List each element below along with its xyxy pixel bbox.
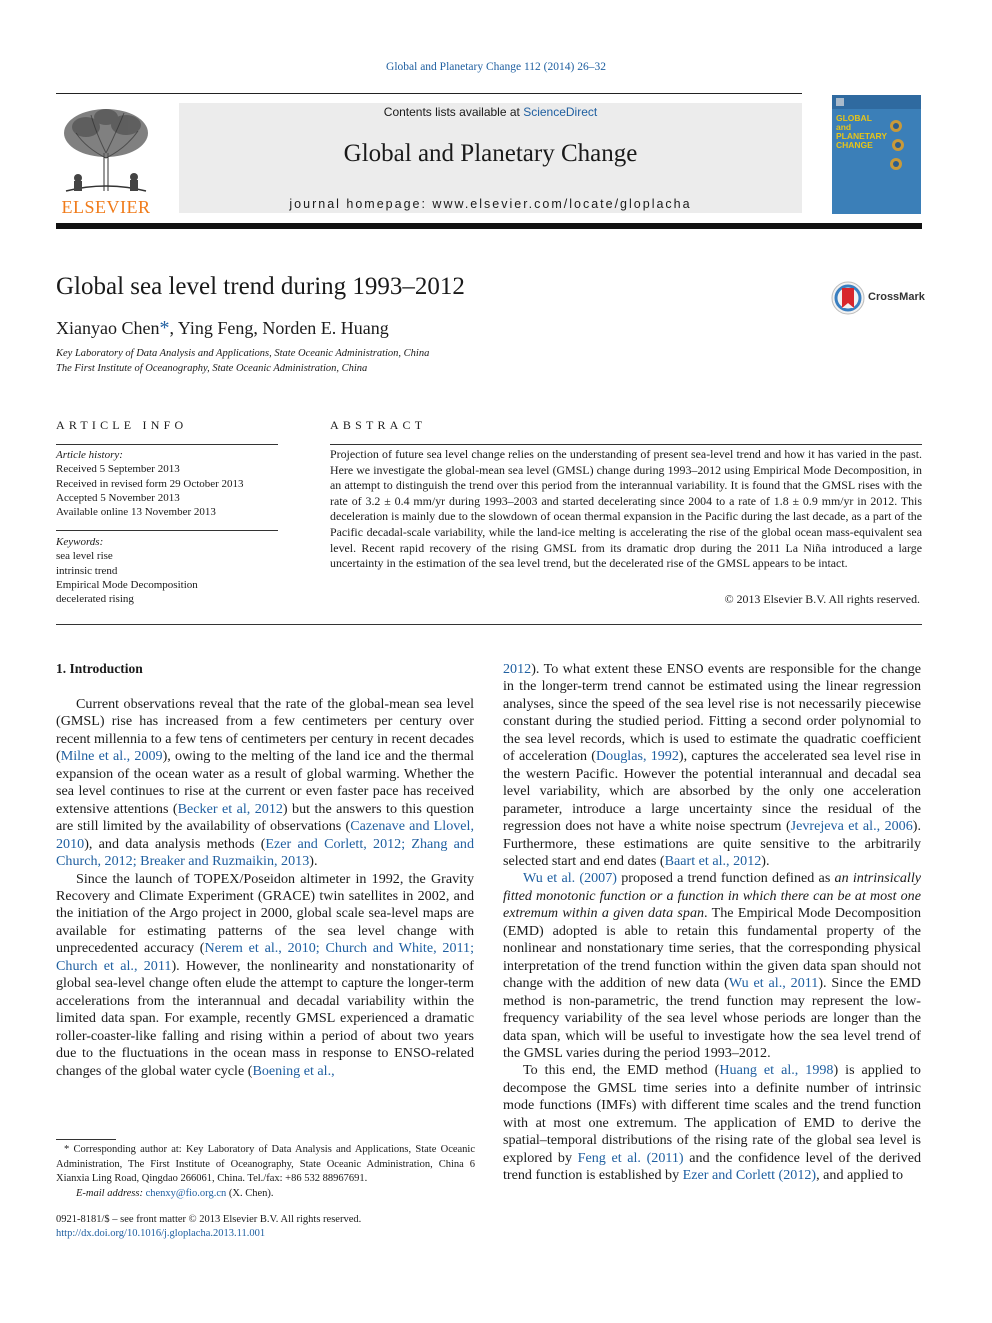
corresponding-author-footnote [56, 1143, 475, 1201]
body-column-right [503, 661, 921, 1185]
abstract-rule [330, 444, 922, 445]
citation-link[interactable]: Douglas, 1992 [595, 748, 679, 765]
text-run: , and applied to [816, 1167, 904, 1184]
history-label: Article history: [56, 449, 123, 461]
body-paragraph [503, 870, 921, 1062]
sciencedirect-link[interactable]: ScienceDirect [523, 105, 598, 119]
abstract-copyright: © 2013 Elsevier B.V. All rights reserved. [724, 592, 920, 606]
text-run: Since the launch of TOPEX/Poseidon altimeter in 1992, the Gravity Recovery and Climate Experiment (GRACE) twin satellites in 2002, and the initiation of the Argo project in 2000, global scale sea-level maps are available for estimating patterns of the sea level change with unprecedented accuracy ( [56, 870, 474, 957]
citation-link[interactable]: Becker et al, 2012 [177, 800, 283, 817]
citation-link[interactable]: Wu et al., 2011 [728, 975, 819, 992]
crossmark-icon[interactable] [831, 281, 865, 315]
text-run: ), and data analysis methods ( [84, 835, 266, 852]
text-run: To this end, the EMD method ( [523, 1062, 720, 1079]
issn-line: 0921-8181/$ – see front matter © 2013 Elsevier B.V. All rights reserved. [56, 1214, 362, 1225]
front-matter-rule [56, 624, 922, 625]
keyword-item: sea level rise [56, 550, 113, 563]
article-title: Global sea level trend during 1993–2012 [56, 273, 465, 300]
email-link[interactable]: chenxy@fio.org.cn [145, 1187, 227, 1199]
journal-citation[interactable]: Global and Planetary Change 112 (2014) 26–32 [386, 61, 606, 73]
history-online: Available online 13 November 2013 [56, 506, 216, 519]
cover-journal-title: GLOBAL and PLANETARY CHANGE [836, 113, 887, 150]
email-label: E-mail address: [76, 1187, 146, 1199]
header-thick-rule [56, 223, 922, 229]
body-paragraph [503, 1062, 921, 1184]
author-name[interactable]: Xianyao Chen [56, 318, 160, 338]
keywords-rule [56, 530, 278, 531]
body-paragraph [503, 661, 921, 870]
text-run: ). [309, 853, 318, 870]
history-accepted: Accepted 5 November 2013 [56, 491, 180, 504]
affiliation-1: Key Laboratory of Data Analysis and Applications, State Oceanic Administration, China [56, 348, 430, 359]
keywords [56, 535, 278, 606]
text-run: and the confidence level of the derived trend function is established by [503, 1149, 921, 1184]
citation-link[interactable]: Ezer and Corlett, 2012; Zhang and Church, 2012; Breaker and Ruzmaikin, 2013 [56, 835, 475, 870]
history-revised: Received in revised form 29 October 2013 [56, 477, 244, 490]
author-list [56, 317, 389, 340]
keywords-label: Keywords: [56, 536, 104, 548]
article-history [56, 448, 278, 519]
citation-link[interactable]: Baart et al., 2012 [664, 852, 762, 869]
section-heading-introduction: 1. Introduction [56, 661, 143, 676]
footnote-rule [56, 1139, 116, 1140]
footnote-text [56, 1143, 475, 1187]
body-column-left [56, 696, 474, 1080]
doi-link[interactable]: http://dx.doi.org/10.1016/j.gloplacha.2013.11.001 [56, 1228, 266, 1239]
header-top-rule [56, 93, 802, 94]
crossmark-label[interactable]: CrossMark [868, 291, 925, 303]
citation-link[interactable]: Jevrejeva et al., 2006 [790, 818, 913, 835]
keyword-item: intrinsic trend [56, 564, 118, 577]
text-run: ) but the answers to this question are still limited by the availability of observations ( [56, 800, 475, 835]
body-paragraph [56, 696, 474, 871]
text-run: ), captures the accelerated sea level rise in the western Pacific. However the potential interannual and decadal sea level variability, which are absorbed by the only one acceleration parameter, introduce a large uncertainty since the residual of the regression does not have a white noise spectrum ( [503, 748, 921, 835]
text-run: ) is applied to decompose the GMSL time series into a definite number of intrinsic mode functions (IMFs) with different time scales and the trend function with at most one extremum. The application of EMD to derive the spatial–temporal distributions of the rising rate of the global sea level is explored by [503, 1062, 921, 1166]
affiliation-2: The First Institute of Oceanography, State Oceanic Administration, China [56, 363, 368, 374]
footnote-star: * [64, 1144, 70, 1155]
keyword-item: decelerated rising [56, 593, 134, 606]
keyword-item: Empirical Mode Decomposition [56, 578, 198, 591]
text-run: (X. Chen). [226, 1187, 274, 1199]
emphasis-text: an intrinsically fitted monotonic function or a function in which there can be at most one extremum within a given data span [503, 870, 922, 922]
contents-prefix: Contents lists available at [383, 105, 524, 119]
text-run: . The Empirical Mode Decomposition (EMD) adopted is able to retain this fundamental property of the nonlinear and nonstationary time series, that the corresponding physical interpretation of the trend function within the given data span should not change with the addition of new data ( [503, 905, 922, 992]
text-run: ). To what extent these ENSO events are responsible for the change in the longer-term trend cannot be estimated using the linear regression analyses, since the speed of the sea level rise is not necessarily piecewise constant during the studied period. Fitting a second order polynomial to the sea level records, which is used to estimate the quadratic coefficient of acceleration ( [503, 661, 921, 765]
footnote-email [56, 1187, 475, 1202]
citation-link[interactable]: Nerem et al., 2010; Church and White, 2011; Church et al., 2011 [56, 940, 474, 974]
text-run: ). [761, 852, 770, 869]
citation-link[interactable]: Cazenave and Llovel, 2010 [56, 818, 474, 852]
text-run: Corresponding author at: Key Laboratory of Data Analysis and Applications, State Oceanic Administration, The First Institute of Oceanography, State Oceanic Administration, China 6 Xianxia Ling Road, Qingdao 266061, China. Tel./fax: +86 532 88967691. [56, 1144, 475, 1184]
article-info-heading: ARTICLE INFO [56, 418, 188, 432]
article-info-rule [56, 444, 278, 445]
citation-link[interactable]: 2012 [503, 661, 532, 677]
text-run: ). However, the nonlinearity and nonstationarity of global sea-level change often elude the attempt to capture the longer-term accelerations from the interannual and decadal variability within the limited data span. For example, recently GMSL experienced a dramatic roller-coaster-like falling and rising within a period of about two years due to the fluctuations in the ocean mass in response to ENSO-related changes of the global water cycle ( [56, 957, 474, 1079]
text-run: ), owing to the melting of the land ice and the thermal expansion of the ocean water as a result of global warming. Whether the sea level continues to rise at the current or even faster pace has received extensive attentions ( [56, 748, 474, 817]
abstract-body [330, 447, 922, 572]
text-run: proposed a trend function defined as [616, 870, 835, 887]
contents-available-line [179, 105, 802, 119]
journal-homepage[interactable]: journal homepage: www.elsevier.com/locate/gloplacha [289, 197, 692, 211]
citation-link[interactable]: Huang et al., 1998 [719, 1062, 834, 1079]
corresponding-author-star[interactable]: * [159, 317, 170, 339]
history-received: Received 5 September 2013 [56, 463, 180, 476]
text-run: Current observations reveal that the rate of the global-mean sea level (GMSL) rise has increased from a few centimeters per century over recent millennia to a few tens of centimeters per century in recent decades ( [56, 696, 474, 765]
citation-link[interactable]: Ezer and Corlett (2012) [682, 1167, 817, 1184]
journal-title: Global and Planetary Change [343, 140, 638, 167]
citation-link[interactable]: Feng et al. (2011) [577, 1149, 684, 1166]
elsevier-wordmark[interactable]: ELSEVIER [61, 197, 151, 217]
citation-link[interactable]: Boening et al., [252, 1062, 335, 1079]
other-authors: , Ying Feng, Norden E. Huang [169, 318, 389, 338]
body-paragraph [56, 871, 474, 1080]
text-run: ). Since the EMD method is non-parametric, the trend function may represent the low-frequency variability of the sea level whose periods are longer than the data span, which will be useful to investigate how the sea level trend of the GMSL varies during the period 1993–2012. [503, 975, 921, 1061]
abstract-heading: ABSTRACT [330, 418, 427, 432]
citation-link[interactable]: Milne et al., 2009 [60, 748, 163, 765]
citation-link[interactable]: Wu et al. (2007) [523, 870, 617, 887]
abstract-paragraph: Projection of future sea level change relies on the understanding of present sea-level trend and how it has varied in the past. Here we investigate the global-mean sea level (GMSL) change during 1993–2012 using Empirical Mode Decomposition, in an attempt to distinguish the trend over this period from the interannual variability. It is found that the GMSL rises with the rate of 3.2 ± 0.4 mm/yr during 1993–2003 and started decelerating since 2004 to a rate of 1.8 ± 0.9 mm/yr in 2012. This deceleration is mainly due to the slowdown of ocean thermal expansion in the Pacific during the last decade, as a part of the Pacific decadal-scale variability, while the land-ice melting is accelerating the rise of the global ocean mass-equivalent sea level. Recent rapid recovery of the rising GMSL from its dramatic drop during the 2011 La Niña introduced a large uncertainty in the estimation of the sea level trend, but the decelerated rise of the GMSL appears to be intact. [330, 447, 922, 571]
text-run: ). Furthermore, these estimations are quite sensitive to the arbitrarily selected start and end dates ( [503, 818, 921, 869]
